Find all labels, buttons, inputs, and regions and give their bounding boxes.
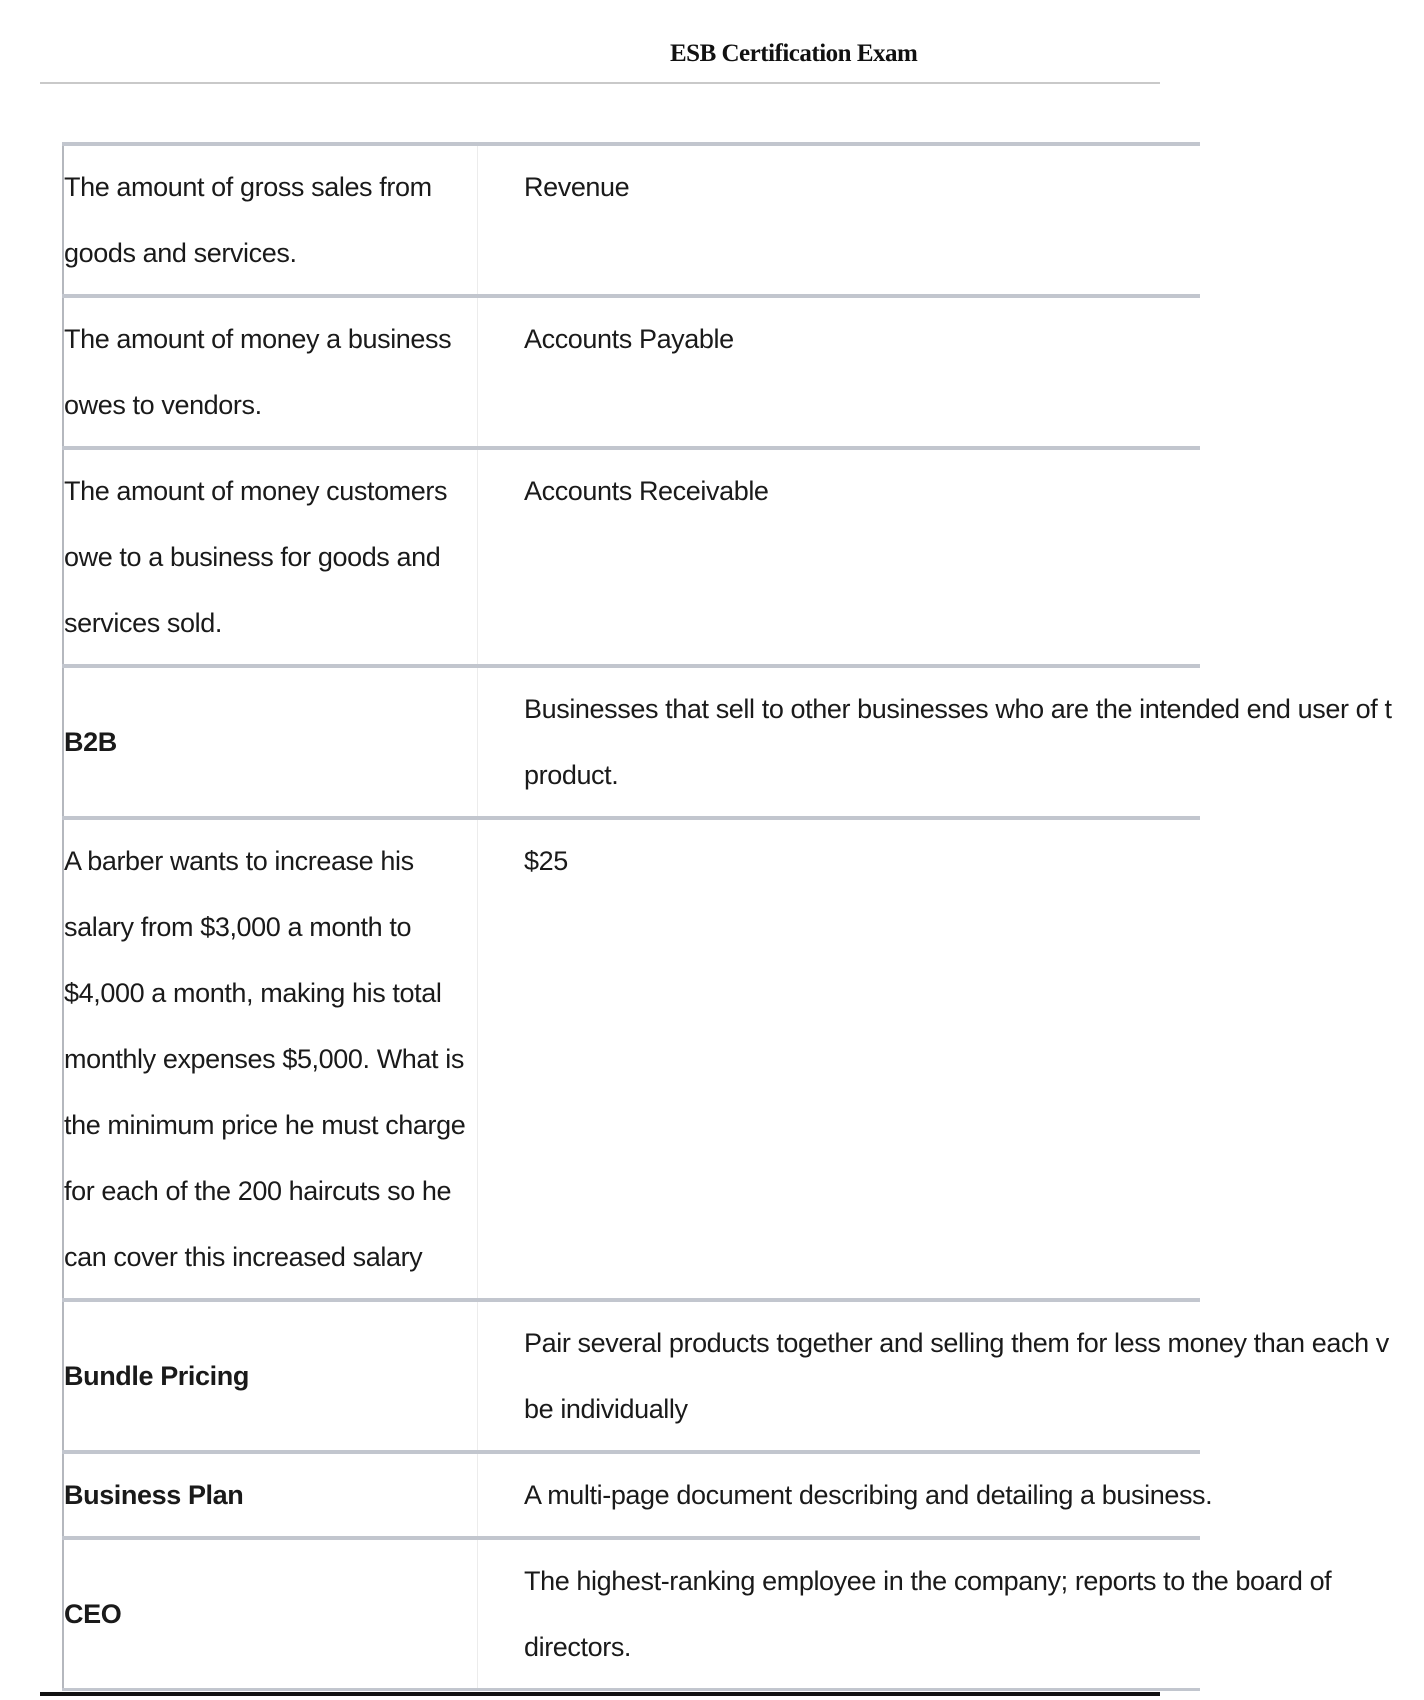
- footer-divider: [40, 1692, 1160, 1696]
- answer-text: Accounts Receivable: [524, 476, 769, 506]
- answer-text: Revenue: [524, 172, 630, 202]
- term-cell: The amount of money customers owe to a business for goods and services sold.: [63, 448, 478, 666]
- term-cell: The amount of money a business owes to vendors.: [63, 296, 478, 448]
- table-row: [63, 448, 1200, 666]
- answer-text: Businesses that sell to other businesses who are the intended end user of t product.: [524, 694, 1392, 790]
- page-title: ESB Certification Exam: [670, 40, 918, 67]
- table-row: [63, 144, 1200, 296]
- table-row: [63, 296, 1200, 448]
- answer-text: Accounts Payable: [524, 324, 734, 354]
- term-cell: The amount of gross sales from goods and services.: [63, 144, 478, 296]
- answer-cell: [478, 144, 1201, 296]
- flashcard-table: [62, 142, 1392, 1691]
- term-cell: CEO: [63, 1538, 478, 1690]
- table-row: [63, 818, 1200, 1300]
- answer-cell: [478, 1300, 1389, 1452]
- table-row: [63, 1300, 1200, 1452]
- term-cell: Bundle Pricing: [63, 1300, 478, 1452]
- term-cell: A barber wants to increase his salary from $3,000 a month to $4,000 a month, making his total monthly expenses $5,000. What is the minimum price he must charge for each of the 200 haircuts so he can cover this increased salary: [63, 818, 478, 1300]
- answer-text: Pair several products together and selling them for less money than each v be individually: [524, 1328, 1389, 1424]
- answer-cell: [478, 666, 1392, 818]
- table-row: [63, 1538, 1200, 1690]
- answer-cell: [478, 818, 1201, 1300]
- term-cell: Business Plan: [63, 1452, 478, 1538]
- answer-cell: [478, 296, 1201, 448]
- table-row: [63, 1452, 1200, 1538]
- answer-text: A multi-page document describing and detailing a business.: [524, 1480, 1213, 1510]
- term-cell: B2B: [63, 666, 478, 818]
- page-header: [40, 38, 1160, 84]
- answer-cell: [478, 1538, 1332, 1690]
- answer-cell: [478, 448, 1201, 666]
- answer-text: $25: [524, 846, 568, 876]
- answer-text: The highest-ranking employee in the company; reports to the board of directors.: [524, 1566, 1332, 1662]
- table-row: [63, 666, 1200, 818]
- answer-cell: [478, 1452, 1213, 1538]
